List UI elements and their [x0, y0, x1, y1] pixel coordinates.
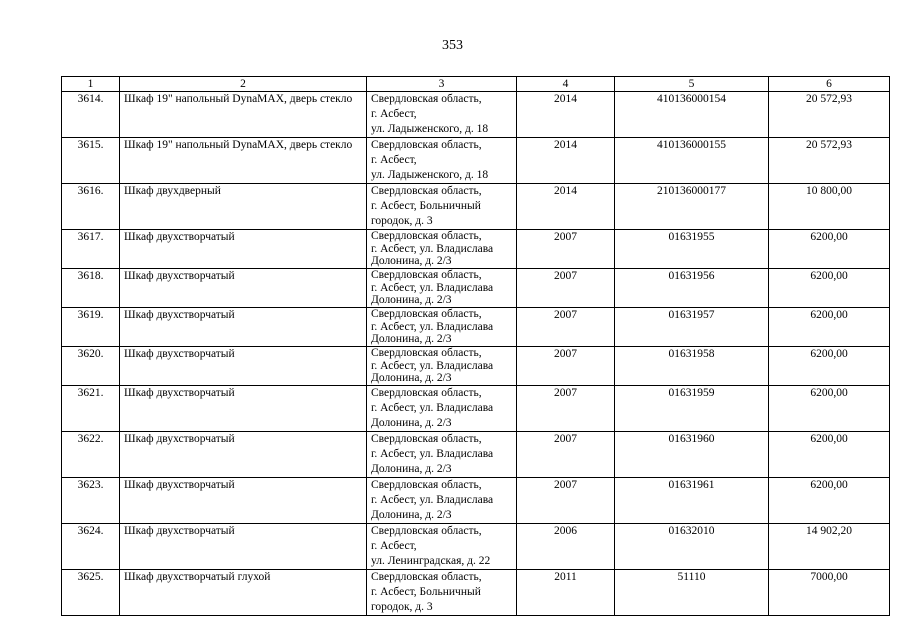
item-address	[367, 269, 517, 308]
item-year: 2011	[517, 570, 615, 616]
item-cost: 6200,00	[769, 432, 890, 478]
inventory-number: 01631957	[615, 308, 769, 347]
table-row	[62, 386, 890, 432]
item-name: Шкаф двухстворчатый	[120, 269, 367, 308]
row-number: 3619.	[62, 308, 120, 347]
row-number: 3618.	[62, 269, 120, 308]
address-line: Свердловская область,	[371, 479, 482, 491]
address-line: г. Асбест, ул. Владислава	[371, 402, 494, 414]
item-cost: 6200,00	[769, 308, 890, 347]
column-header-4: 4	[517, 77, 615, 92]
item-year: 2007	[517, 347, 615, 386]
address-line: Свердловская область,	[371, 269, 482, 281]
item-address	[367, 432, 517, 478]
address-line: ул. Ладыженского, д. 18	[371, 169, 489, 181]
property-registry-table	[61, 76, 890, 616]
address-line: г. Асбест, ул. Владислава	[371, 448, 494, 460]
item-address	[367, 386, 517, 432]
item-cost: 14 902,20	[769, 524, 890, 570]
item-year: 2007	[517, 308, 615, 347]
item-year: 2007	[517, 269, 615, 308]
item-cost: 10 800,00	[769, 184, 890, 230]
column-header-5: 5	[615, 77, 769, 92]
item-name: Шкаф двухстворчатый	[120, 308, 367, 347]
inventory-number: 01631958	[615, 347, 769, 386]
item-cost: 20 572,93	[769, 138, 890, 184]
table-row	[62, 308, 890, 347]
table-row	[62, 269, 890, 308]
item-address	[367, 570, 517, 616]
address-line: Свердловская область,	[371, 93, 482, 105]
inventory-number: 01631960	[615, 432, 769, 478]
address-line: г. Асбест,	[371, 154, 417, 166]
address-line: г. Асбест, ул. Владислава	[371, 281, 494, 294]
item-address	[367, 230, 517, 269]
item-cost: 6200,00	[769, 269, 890, 308]
item-cost: 6200,00	[769, 230, 890, 269]
item-cost: 20 572,93	[769, 92, 890, 138]
address-line: г. Асбест,	[371, 540, 417, 552]
table-row	[62, 92, 890, 138]
item-address	[367, 184, 517, 230]
row-number: 3617.	[62, 230, 120, 269]
address-line: Свердловская область,	[371, 387, 482, 399]
item-year: 2014	[517, 92, 615, 138]
address-line: Долонина, д. 2/3	[371, 294, 452, 306]
address-line: Долонина, д. 2/3	[371, 372, 452, 384]
item-address	[367, 524, 517, 570]
inventory-number: 410136000155	[615, 138, 769, 184]
item-name: Шкаф двухстворчатый	[120, 432, 367, 478]
address-line: г. Асбест, ул. Владислава	[371, 359, 494, 372]
row-number: 3621.	[62, 386, 120, 432]
column-header-1: 1	[62, 77, 120, 92]
address-line: Долонина, д. 2/3	[371, 417, 452, 429]
table-row	[62, 570, 890, 616]
row-number: 3616.	[62, 184, 120, 230]
address-line: Долонина, д. 2/3	[371, 463, 452, 475]
item-year: 2014	[517, 184, 615, 230]
address-line: Свердловская область,	[371, 525, 482, 537]
item-name: Шкаф 19" напольный DynaMAX, дверь стекло	[120, 92, 367, 138]
address-line: Долонина, д. 2/3	[371, 509, 452, 521]
inventory-number: 410136000154	[615, 92, 769, 138]
row-number: 3622.	[62, 432, 120, 478]
header-row	[62, 77, 890, 92]
address-line: Долонина, д. 2/3	[371, 333, 452, 345]
item-year: 2014	[517, 138, 615, 184]
item-name: Шкаф 19" напольный DynaMAX, дверь стекло	[120, 138, 367, 184]
inventory-number: 01631959	[615, 386, 769, 432]
address-line: Свердловская область,	[371, 433, 482, 445]
item-address	[367, 347, 517, 386]
address-line: г. Асбест, Больничный	[371, 200, 481, 212]
address-line: ул. Ладыженского, д. 18	[371, 123, 489, 135]
address-line: Свердловская область,	[371, 347, 482, 359]
column-header-2: 2	[120, 77, 367, 92]
item-name: Шкаф двухдверный	[120, 184, 367, 230]
item-address	[367, 92, 517, 138]
item-cost: 6200,00	[769, 386, 890, 432]
address-line: г. Асбест, ул. Владислава	[371, 320, 494, 333]
item-name: Шкаф двухстворчатый	[120, 230, 367, 269]
item-address	[367, 138, 517, 184]
item-year: 2007	[517, 230, 615, 269]
address-line: г. Асбест, Больничный	[371, 586, 481, 598]
address-line: городок, д. 3	[371, 601, 433, 613]
item-year: 2007	[517, 432, 615, 478]
item-cost: 6200,00	[769, 347, 890, 386]
table-row	[62, 478, 890, 524]
item-year: 2007	[517, 386, 615, 432]
item-year: 2006	[517, 524, 615, 570]
row-number: 3625.	[62, 570, 120, 616]
address-line: Свердловская область,	[371, 185, 482, 197]
page-number: 353	[442, 38, 463, 53]
table-row	[62, 230, 890, 269]
address-line: г. Асбест,	[371, 108, 417, 120]
row-number: 3620.	[62, 347, 120, 386]
item-address	[367, 308, 517, 347]
item-address	[367, 478, 517, 524]
address-line: Свердловская область,	[371, 308, 482, 320]
address-line: г. Асбест, ул. Владислава	[371, 494, 494, 506]
address-line: Свердловская область,	[371, 230, 482, 242]
address-line: г. Асбест, ул. Владислава	[371, 242, 494, 255]
item-name: Шкаф двухстворчатый	[120, 478, 367, 524]
row-number: 3623.	[62, 478, 120, 524]
row-number: 3624.	[62, 524, 120, 570]
item-name: Шкаф двухстворчатый глухой	[120, 570, 367, 616]
row-number: 3614.	[62, 92, 120, 138]
address-line: Долонина, д. 2/3	[371, 255, 452, 267]
item-name: Шкаф двухстворчатый	[120, 524, 367, 570]
column-header-3: 3	[367, 77, 517, 92]
table-row	[62, 138, 890, 184]
inventory-number: 01632010	[615, 524, 769, 570]
item-cost: 7000,00	[769, 570, 890, 616]
inventory-number: 01631955	[615, 230, 769, 269]
item-year: 2007	[517, 478, 615, 524]
column-header-6: 6	[769, 77, 890, 92]
inventory-number: 210136000177	[615, 184, 769, 230]
item-name: Шкаф двухстворчатый	[120, 347, 367, 386]
item-cost: 6200,00	[769, 478, 890, 524]
address-line: Свердловская область,	[371, 571, 482, 583]
table-row	[62, 432, 890, 478]
inventory-number: 01631956	[615, 269, 769, 308]
item-name: Шкаф двухстворчатый	[120, 386, 367, 432]
table-row	[62, 347, 890, 386]
table-row	[62, 524, 890, 570]
inventory-number: 51110	[615, 570, 769, 616]
address-line: ул. Ленинградская, д. 22	[371, 555, 491, 567]
inventory-number: 01631961	[615, 478, 769, 524]
address-line: Свердловская область,	[371, 139, 482, 151]
address-line: городок, д. 3	[371, 215, 433, 227]
table-body	[62, 92, 890, 616]
row-number: 3615.	[62, 138, 120, 184]
table-row	[62, 184, 890, 230]
